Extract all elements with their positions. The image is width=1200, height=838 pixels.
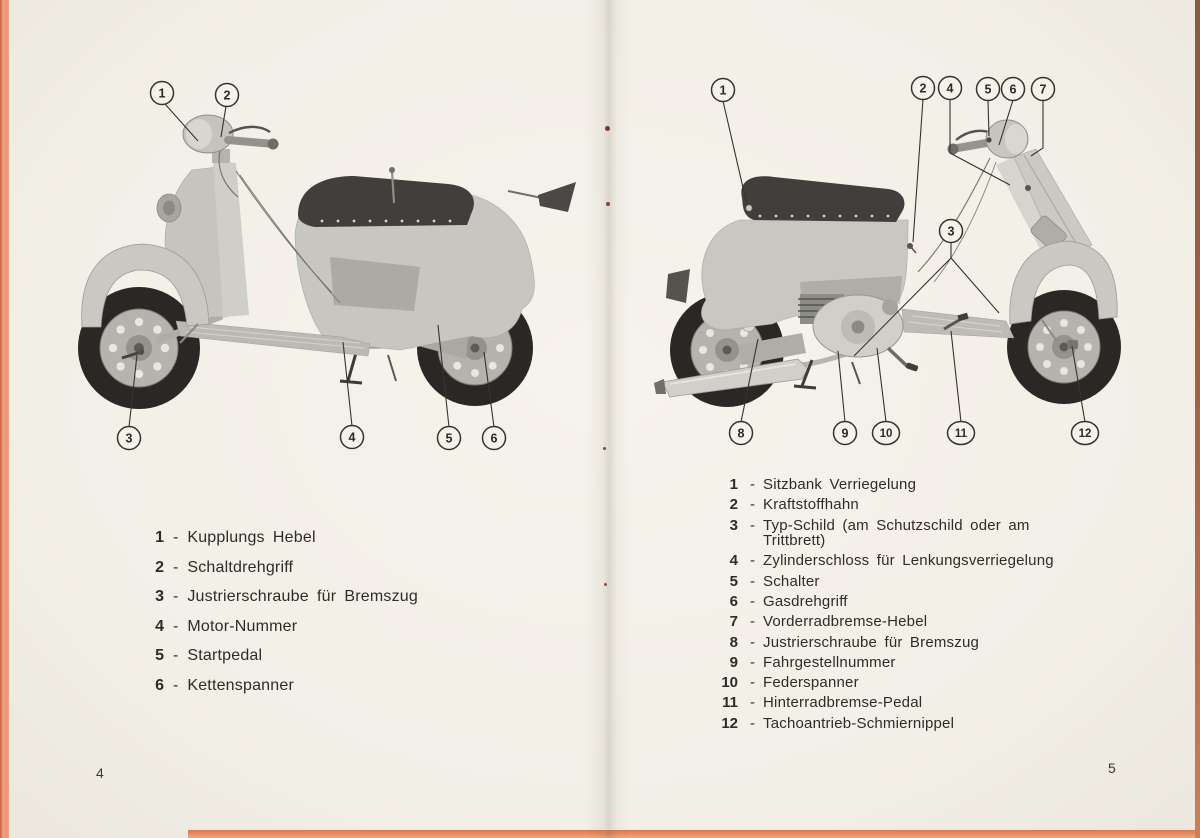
item-number: 5 [729,572,738,590]
item-dash: - [750,516,755,534]
item-number: 3 [729,516,738,534]
item-label: Startpedal [187,647,263,664]
item-dash: - [750,572,755,590]
binding-speck [606,202,610,206]
item-dash: - [750,613,755,631]
parts-list-item [150,647,418,665]
item-dash: - [750,714,755,732]
svg-text:4: 4 [348,430,356,445]
right-callout-7 [1032,78,1055,101]
item-number: 9 [729,653,738,671]
right-callout-9 [834,422,857,445]
item-dash: - [173,617,179,635]
handlebar [948,120,1029,158]
svg-text:11: 11 [954,428,968,440]
fuel-tap [907,243,916,253]
svg-text:2: 2 [223,88,231,103]
item-label: Justrierschraube für Bremszug [763,633,980,651]
horn [157,194,181,222]
left-callout-3 [118,427,141,450]
svg-text:1: 1 [719,83,727,98]
item-dash: - [750,674,755,692]
right-callout-1 [712,79,735,102]
item-number: 6 [729,592,738,610]
page-number-left: 4 [96,765,104,781]
item-number: 2 [729,496,738,514]
item-dash: - [750,592,755,610]
item-number: 4 [155,617,164,635]
switch [986,137,991,142]
left-callout-1 [151,82,174,105]
parts-list-item [712,497,1083,513]
item-label: Sitzbank Verriegelung [763,476,917,493]
page-number-right: 5 [1108,760,1116,776]
svg-text:6: 6 [490,431,498,446]
item-label: Vorderradbremse-Hebel [763,613,928,631]
right-callout-5 [977,78,1000,101]
svg-text:9: 9 [841,426,849,441]
right-callout-8 [730,422,753,445]
item-dash: - [750,552,755,570]
steering-lock [1025,185,1031,191]
item-number: 1 [155,529,164,546]
item-label: Zylinderschloss für Lenkungsverriegelung [763,552,1054,570]
throttle-grip [948,144,959,155]
right-callout-10 [873,422,900,445]
parts-list-item [150,559,418,577]
svg-text:6: 6 [1009,82,1017,97]
svg-text:10: 10 [879,428,893,440]
item-label: Tachoantrieb-Schmiernippel [763,714,955,732]
parts-list-item [712,518,1083,549]
left-callout-6 [483,427,506,450]
item-number: 1 [729,476,738,493]
item-number: 11 [722,694,738,712]
svg-text:2: 2 [919,81,927,96]
item-dash: - [750,496,755,514]
seat [298,167,474,227]
seat-latch [746,205,752,211]
item-label: Schalter [763,572,820,590]
item-number: 4 [729,552,738,570]
right-callout-4 [939,77,962,100]
parts-list-right [712,477,1083,736]
item-number: 2 [155,558,164,576]
control-cables [918,158,996,282]
item-dash: - [750,476,755,493]
svg-text:5: 5 [984,82,992,97]
svg-text:8: 8 [737,426,745,441]
parts-list-item [712,574,1083,590]
item-number: 5 [155,647,164,664]
binding-speck [605,126,610,131]
parts-list-item [712,594,1083,610]
item-label: Kupplungs Hebel [187,529,316,546]
svg-text:3: 3 [125,431,133,446]
item-number: 12 [721,714,738,732]
book-cover-edge-left [0,0,9,838]
item-label: Hinterradbremse-Pedal [763,694,923,712]
clutch-lever [229,127,270,133]
parts-list-item [712,655,1083,671]
item-number: 7 [729,613,738,631]
item-label: Motor-Nummer [187,617,298,635]
binding-speck [604,583,607,586]
parts-list-left [150,529,418,706]
left-callout-2 [216,84,239,107]
item-label: Kraftstoffhahn [763,496,859,514]
item-dash: - [750,694,755,712]
book-cover-edge-bottom [188,830,1200,838]
item-dash: - [173,529,179,546]
item-number: 3 [155,588,164,605]
parts-list-item [712,614,1083,630]
item-dash: - [173,588,179,605]
right-callout-11 [948,422,975,445]
right-callout-12 [1072,422,1099,445]
svg-text:5: 5 [445,431,453,446]
kickstart-lever [888,348,908,367]
parts-list-item [712,695,1083,711]
item-label: Schaltdrehgriff [187,558,294,576]
rear-rack [508,182,576,212]
left-callout-5 [438,427,461,450]
item-number: 6 [155,676,164,694]
item-dash: - [173,647,179,664]
figure-scooter-right-side-view [650,70,1155,455]
item-label: Fahrgestellnummer [763,653,896,671]
parts-list-item [150,618,418,636]
item-label: Justrierschraube für Bremszug [187,588,418,605]
svg-text:3: 3 [947,224,955,239]
left-callout-4 [341,426,364,449]
svg-text:7: 7 [1039,82,1047,97]
binding-speck [603,447,606,450]
item-number: 8 [729,633,738,651]
parts-list-item [150,677,418,695]
parts-list-item [712,675,1083,691]
parts-list-item [150,588,418,606]
svg-text:12: 12 [1078,428,1092,440]
item-number: 10 [721,674,738,692]
item-label: Kettenspanner [187,676,295,694]
rear-mudflap [666,269,690,303]
svg-text:4: 4 [946,81,954,96]
shift-twist-grip [268,139,279,150]
item-dash: - [173,676,179,694]
svg-text:1: 1 [158,86,166,101]
parts-list-item [712,716,1083,732]
item-dash: - [750,653,755,671]
item-label: Federspanner [763,674,859,692]
item-label: Gasdrehgriff [763,592,848,610]
item-dash: - [173,558,179,576]
right-callout-6 [1002,78,1025,101]
item-label: Typ-Schild (am Schutzschild oder am Trittbrett) [763,516,1030,550]
center-stand [340,353,396,383]
right-callout-3 [940,220,963,243]
book-cover-edge-right [1195,0,1200,838]
item-dash: - [750,633,755,651]
right-callout-2 [912,77,935,100]
figure-scooter-left-side-view [70,75,580,455]
seat [741,176,904,222]
parts-list-item [150,529,418,547]
parts-list-item [712,635,1083,651]
parts-list-item [712,477,1083,493]
parts-list-item [712,553,1083,569]
